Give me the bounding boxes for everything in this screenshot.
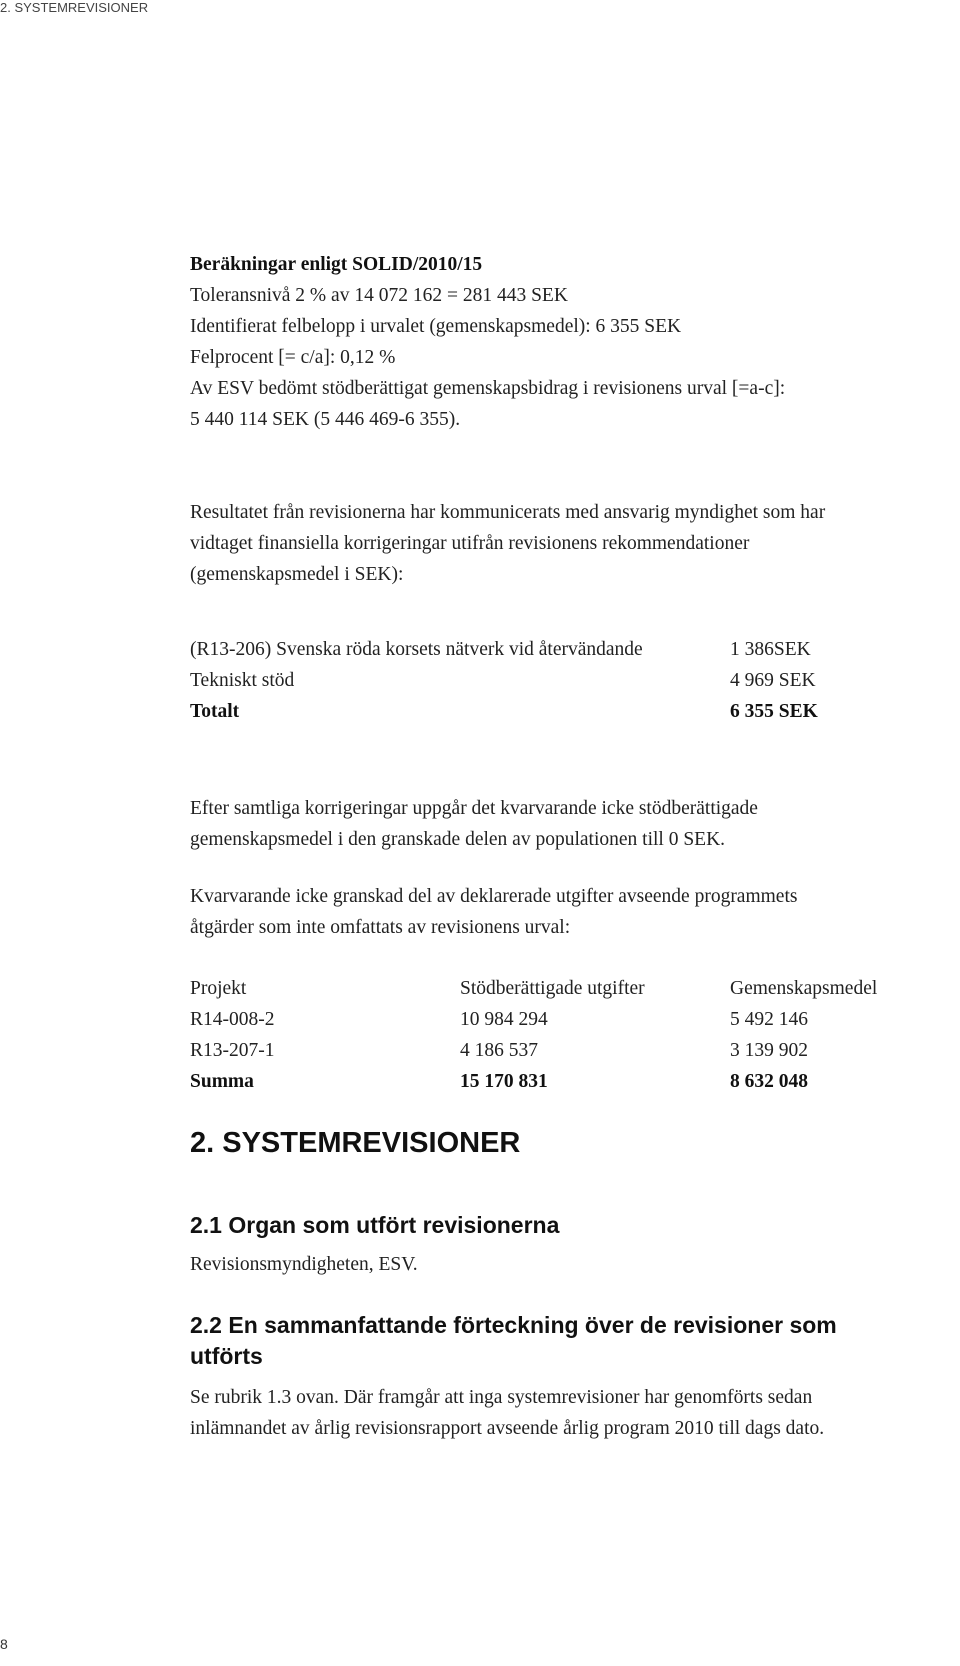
results-paragraph (190, 497, 950, 590)
heading-line: 2.2 En sammanfattande förteckning över de revisioner som (190, 1312, 837, 1338)
paragraph-line: Kvarvarande icke granskad del av deklarerade utgifter avseende programmets (190, 886, 798, 907)
total-label: Totalt (190, 701, 240, 722)
table-sum-row (190, 1066, 950, 1097)
paragraph-line: Se rubrik 1.3 ovan. Där framgår att inga systemrevisioner har genomförts sedan (190, 1387, 813, 1408)
calc-line: Identifierat felbelopp i urvalet (gemenskapsmedel): 6 355 SEK (190, 316, 682, 337)
table-row (190, 1035, 950, 1066)
table-cell: 3 139 902 (730, 1040, 808, 1061)
paragraph-line: åtgärder som inte omfattats av revisionens urval: (190, 917, 571, 938)
after-corrections-paragraph (190, 793, 950, 855)
section-heading: 2. SYSTEMREVISIONER (190, 1127, 521, 1159)
total-value: 6 355 SEK (730, 701, 818, 722)
table-cell: 5 492 146 (730, 1009, 808, 1030)
subsection-text: Revisionsmyndigheten, ESV. (190, 1254, 418, 1275)
correction-row (190, 634, 950, 665)
corrections-list (190, 634, 950, 727)
calc-line: Av ESV bedömt stödberättigat gemenskapsbidrag i revisionens urval [=a-c]: (190, 378, 786, 399)
calculations-heading: Beräkningar enligt SOLID/2010/15 (190, 254, 483, 275)
table-cell: 4 186 537 (460, 1040, 538, 1061)
correction-value: 1 386SEK (730, 639, 811, 660)
column-header: Stödberättigade utgifter (460, 978, 645, 999)
running-head: 2. SYSTEMREVISIONER (0, 0, 149, 15)
table-cell: R14-008-2 (190, 1009, 275, 1030)
subsection-heading: 2.1 Organ som utfört revisionerna (190, 1212, 560, 1238)
calc-line: 5 440 114 SEK (5 446 469-6 355). (190, 409, 461, 430)
heading-line: utförts (190, 1343, 263, 1369)
column-header: Gemenskapsmedel (730, 978, 878, 999)
calc-line: Toleransnivå 2 % av 14 072 162 = 281 443 SEK (190, 285, 568, 306)
subsection-heading (190, 1310, 950, 1372)
calc-line: Felprocent [= c/a]: 0,12 % (190, 347, 396, 368)
paragraph-line: vidtaget finansiella korrigeringar utifrån revisionens rekommendationer (190, 533, 750, 554)
paragraph-line: Efter samtliga korrigeringar uppgår det kvarvarande icke stödberättigade (190, 798, 758, 819)
page-number: 8 (0, 1636, 8, 1652)
correction-row (190, 665, 950, 696)
table-header-row (190, 973, 950, 1004)
project-table (190, 973, 950, 1097)
remaining-paragraph (190, 881, 950, 943)
subsection-text (190, 1382, 950, 1444)
table-cell: R13-207-1 (190, 1040, 275, 1061)
table-cell: 10 984 294 (460, 1009, 548, 1030)
calculations-block (190, 249, 950, 435)
table-cell: 15 170 831 (460, 1071, 548, 1092)
table-cell: Summa (190, 1071, 254, 1092)
table-row (190, 1004, 950, 1035)
correction-label: Tekniskt stöd (190, 670, 295, 691)
correction-total-row (190, 696, 950, 727)
paragraph-line: gemenskapsmedel i den granskade delen av populationen till 0 SEK. (190, 829, 726, 850)
paragraph-line: inlämnandet av årlig revisionsrapport avseende årlig program 2010 till dags dato. (190, 1418, 825, 1439)
table-cell: 8 632 048 (730, 1071, 808, 1092)
correction-value: 4 969 SEK (730, 670, 816, 691)
column-header: Projekt (190, 978, 247, 999)
paragraph-line: (gemenskapsmedel i SEK): (190, 564, 404, 585)
correction-label: (R13-206) Svenska röda korsets nätverk vid återvändande (190, 639, 643, 660)
paragraph-line: Resultatet från revisionerna har kommunicerats med ansvarig myndighet som har (190, 502, 826, 523)
